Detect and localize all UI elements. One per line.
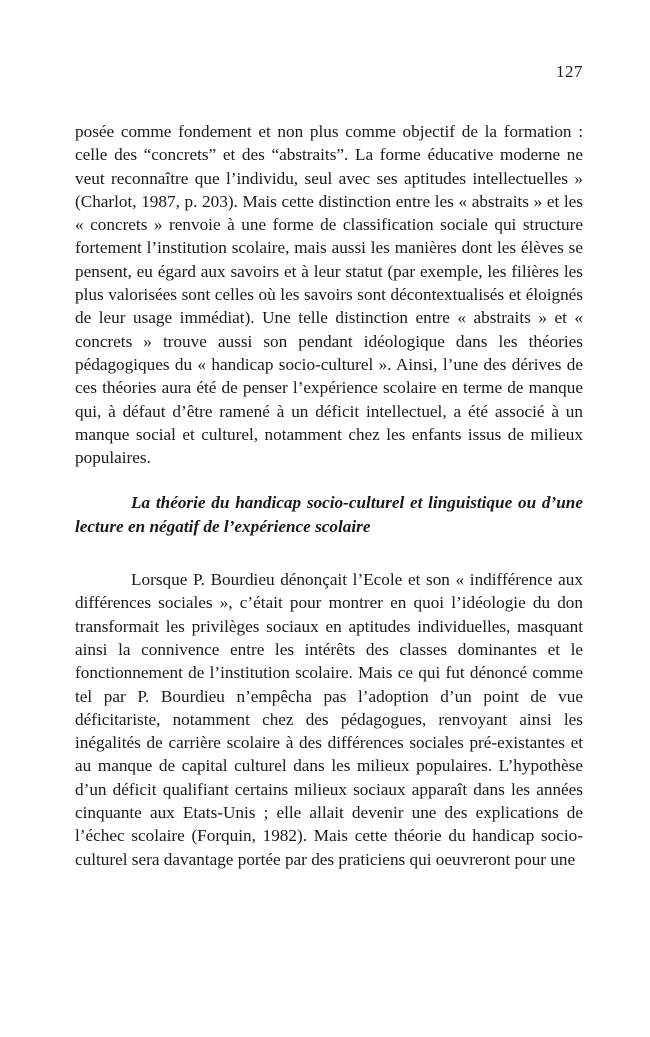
- body-paragraph-1: posée comme fondement et non plus comme objectif de la formation : celle des “concrets” et des “abstraits”. La forme éducative moderne ne veut reconnaître que l’individu, seul avec ses aptitudes intellectuelles » (Charlot, 1987, p. 203). Mais cette distinction entre les « abstraits » et les « concrets » renvoie à une forme de classification sociale qui structure fortement l’institution scolaire, mais aussi les manières dont les élèves se pensent, eu égard aux savoirs et à leur statut (par exemple, les filières les plus valorisées sont celles où les savoirs sont décontextualisés et éloignés de leur usage immédiat). Une telle distinction entre « abstraits » et « concrets » trouve aussi son pendant idéologique dans les théories pédagogiques du « handicap socio-culturel ». Ainsi, l’une des dérives de ces théories aura été de penser l’expérience scolaire en terme de manque qui, à défaut d’être ramené à un déficit intellectuel, a été associé à un manque social et culturel, notamment chez les enfants issus de milieux populaires.: [75, 122, 583, 468]
- book-page: [75, 62, 583, 871]
- page-number: 127: [556, 62, 583, 81]
- section-heading: La théorie du handicap socio-culturel et linguistique ou d’une lecture en négatif de l’expérience scolaire: [75, 493, 583, 536]
- body-paragraph-2: Lorsque P. Bourdieu dénonçait l’Ecole et son « indifférence aux différences sociales », c’était pour montrer en quoi l’idéologie du don transformait les privilèges sociaux en aptitudes individuelles, masquant ainsi la connivence entre les intérêts des classes dominantes et le fonctionnement de l’institution scolaire. Mais ce qui fut dénoncé comme tel par P. Bourdieu n’empêcha pas l’adoption d’un point de vue déficitariste, notamment chez des pédagogues, renvoyant ainsi les inégalités de carrière scolaire à des différences sociales pré-existantes et au manque de capital culturel dans les milieux populaires. L’hypothèse d’un déficit qualifiant certains milieux sociaux apparaît dans les années cinquante aux Etats-Unis ; elle allait devenir une des explications de l’échec scolaire (Forquin, 1982). Mais cette théorie du handicap socio-culturel sera davantage portée par des praticiens qui oeuvreront pour une: [75, 570, 583, 869]
